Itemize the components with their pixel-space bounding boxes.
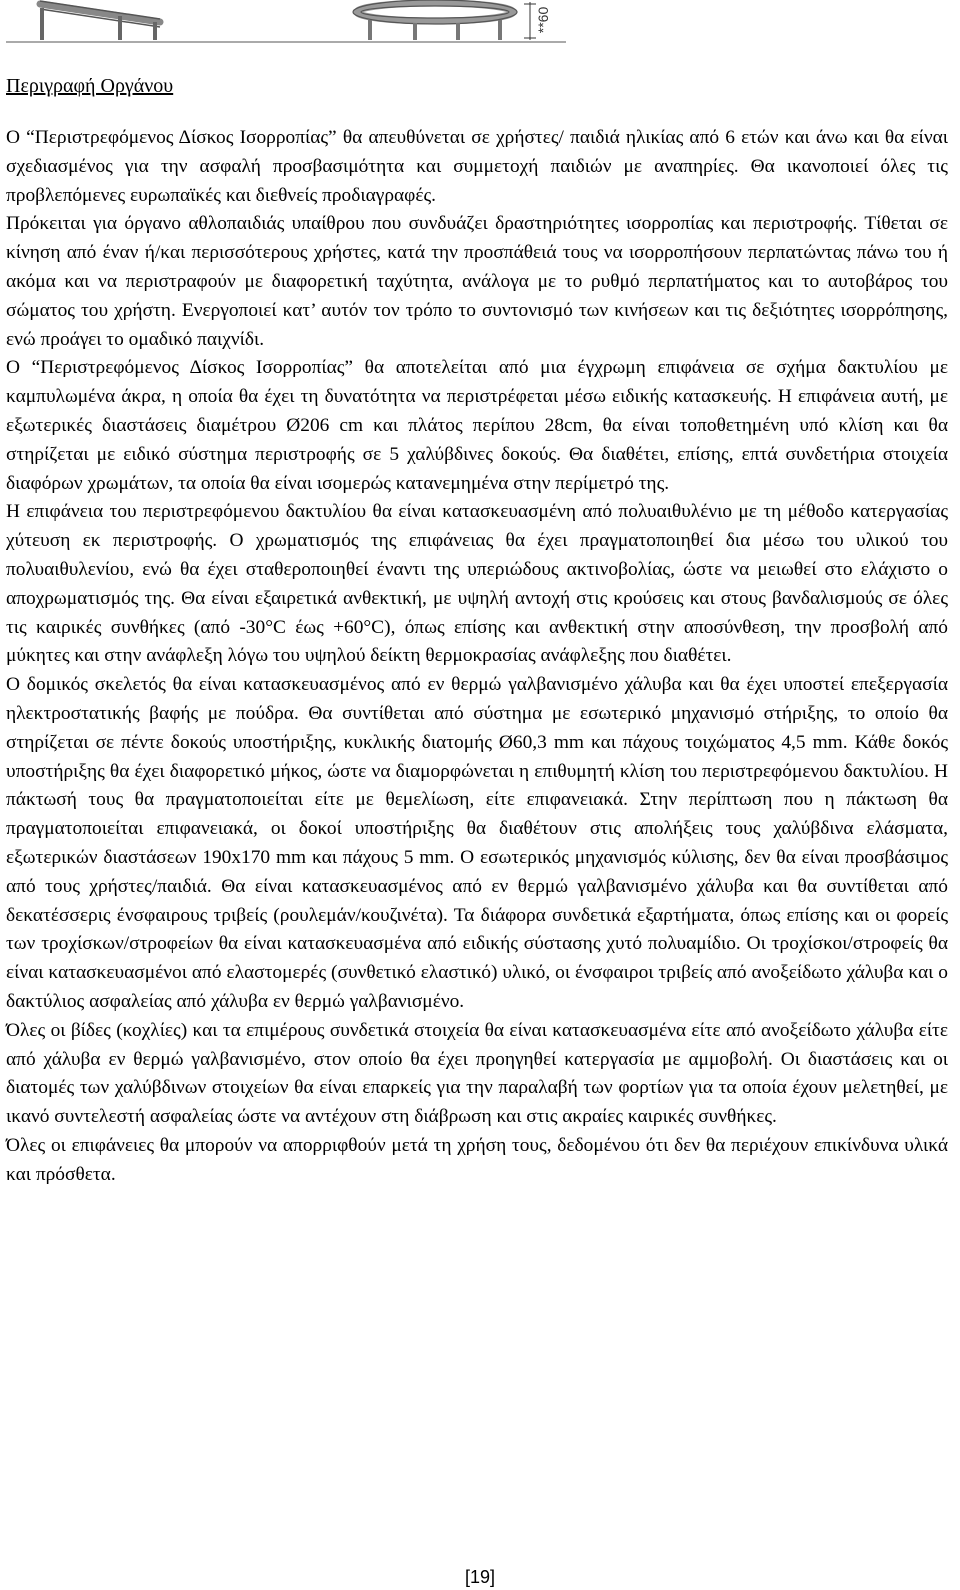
paragraph: Η επιφάνεια του περιστρεφόμενου δακτυλίου θα είναι κατασκευασμένη από πολυαιθυλένιο με τη μέθοδο κατεργασίας χύτευση εκ περιστροφής. Ο χρωματισμός της επιφάνειας θα έχει πραγματοποιηθεί δια μέσω του υλικού του πολυαιθυλενίου, ενώ θα έχει σταθεροποιηθεί έναντι της υπεριώδους ακτινοβολίας, ώστε να μειωθεί στο ελάχιστο ο αποχρωματισμός της. Θα είναι εξαιρετικά ανθεκτική, με υψηλή αντοχή στις κρούσεις και στους βανδαλισμούς σε όλες τις καιρικές συνθήκες (από -30°C έως +60°C), όπως επίσης και ανθεκτική στην αποσύνθεση, την προσβολή από μύκητες και στην ανάφλεξη λόγω του υψηλού δείκτη θερμοκρασίας ανάφλεξης που διαθέτει. — [6, 501, 948, 667]
side-view-drawing — [40, 1, 160, 40]
dimension-marker — [524, 2, 551, 40]
section-title: Περιγραφή Οργάνου — [6, 75, 174, 97]
paragraph: Ο “Περιστρεφόμενος Δίσκος Ισορροπίας” θα αποτελείται από μια έγχρωμη επιφάνεια σε σχήμα δακτυλίου με καμπυλωμένα άκρα, η οποία θα έχει τη δυνατότητα να περιστρέφεται μέσω ειδικής κατασκευής. Η επιφάνεια αυτή, με εξωτερικές διαστάσεις διαμέτρου Ø206 cm και πλάτος περίπου 28cm, θα είναι τοποθετημένη υπό κλίση και θα στηρίζεται με ειδικό σύστημα περιστροφής σε 5 χαλύβδινες δοκούς. Θα διαθέτει, επίσης, επτά συνδετήρια στοιχεία διαφόρων χρωμάτων, τα οποία θα είναι ισομερώς κατανεμημένα στην περίμετρό της. — [6, 357, 948, 494]
paragraph: Όλες οι βίδες (κοχλίες) και τα επιμέρους συνδετικά στοιχεία θα είναι κατασκευασμένα είτε από ανοξείδωτο χάλυβα είτε από χάλυβα εν θερμώ γαλβανισμένο, στον οποίο θα έχει προηγηθεί κατεργασία με αμμοβολή. Οι διαστάσεις και οι διατομές των χαλύβδινων στοιχείων θα είναι επαρκείς για την παραλαβή των φορτίων για τα οποία έχουν μελετηθεί, με ικανό συντελεστή ασφαλείας ώστε να αντέχουν στη διάβρωση και στις ακραίες καιρικές συνθήκες. — [6, 1019, 948, 1128]
paragraph: Όλες οι επιφάνειες θα μπορούν να απορριφθούν μετά τη χρήση τους, δεδομένου ότι δεν θα περιέχουν επικίνδυνα υλικά και πρόσθετα. — [6, 1134, 948, 1185]
equipment-drawing — [0, 0, 960, 50]
balance-disc-drawing — [0, 0, 960, 50]
paragraph: Πρόκειται για όργανο αθλοπαιδιάς υπαίθρου που συνδυάζει δραστηριότητες ισορροπίας και περιστροφής. Τίθεται σε κίνηση από έναν ή/και περισσότερους χρήστες, κατά την προσπάθειά τους να ισορροπήσουν περπατώντας πάνω του ή ακόμα και να περιστραφούν με διαφορετική ταχύτητα, ανάλογα με το ρυθμό περπατήματος και το αυτοβάρος του σώματος του χρήστη. Ενεργοποιεί κατ’ αυτόν τον τρόπο το συντονισμό των κινήσεων και τις δεξιότητες ισορρόπησης, ενώ προάγει το ομαδικό παιχνίδι. — [6, 213, 948, 350]
paragraph: Ο δομικός σκελετός θα είναι κατασκευασμένος από εν θερμώ γαλβανισμένο χάλυβα και θα έχει υποστεί επεξεργασία ηλεκτροστατικής βαφής με πούδρα. Θα συντίθεται από σύστημα με εσωτερικό μηχανισμό στήριξης, το οποίο θα στηρίζεται σε πέντε δοκούς υποστήριξης, κυκλικής διατομής Ø60,3 mm και πάχους τοιχώματος 4,5 mm. Κάθε δοκός υποστήριξης θα έχει διαφορετικό μήκος, ώστε να διαμορφώνεται η επιθυμητή κλίση του περιστρεφόμενου δακτυλίου. Η πάκτωσή τους θα πραγματοποιείται είτε με θεμελίωση, είτε επιφανειακά. Στην περίπτωση που η πάκτωση θα πραγματοποιείται επιφανειακά, οι δοκοί υποστήριξης θα διαθέτουν στις απολήξεις τους χαλύβδινα ελάσματα, εξωτερικών διαστάσεων 190x170 mm και πάχους 5 mm. Ο εσωτερικός μηχανισμός κύλισης, δεν θα είναι προσβάσιμος από τους χρήστες/παιδιά. Θα είναι κατασκευασμένος από εν θερμώ γαλβανισμένο χάλυβα και θα συντίθεται από δεκατέσσερις ένσφαιρους τριβείς (ρουλεμάν/κουζινέτα). Τα διάφορα συνδετικά εξαρτήματα, όπως επίσης και οι φορείς των τροχίσκων/στροφείων θα είναι κατασκευασμένα από ειδικής σύστασης χυτό πολυαμίδιο. Οι τροχίσκοι/στροφείς θα είναι κατασκευασμένοι από ελαστομερές (συνθετικό ελαστικό) υλικό, οι ένσφαιροι τριβείς από ανοξείδωτο χάλυβα και ο δακτύλιος ασφαλείας από χάλυβα εν θερμώ γαλβανισμένο. — [6, 674, 948, 1012]
front-view-drawing — [353, 0, 517, 40]
page-number: [19] — [464, 1567, 496, 1587]
body-text — [6, 124, 948, 1189]
dimension-label: **60 — [535, 6, 551, 34]
paragraph: Ο “Περιστρεφόμενος Δίσκος Ισορροπίας” θα απευθύνεται σε χρήστες/ παιδιά ηλικίας από 6 ετών και άνω και θα είναι σχεδιασμένος για την ασφαλή προσβασιμότητα και συμμετοχή παιδιών με αναπηρίες. Θα ικανοποιεί όλες τις προβλεπόμενες ευρωπαϊκές και διεθνείς προδιαγραφές. — [6, 127, 948, 206]
